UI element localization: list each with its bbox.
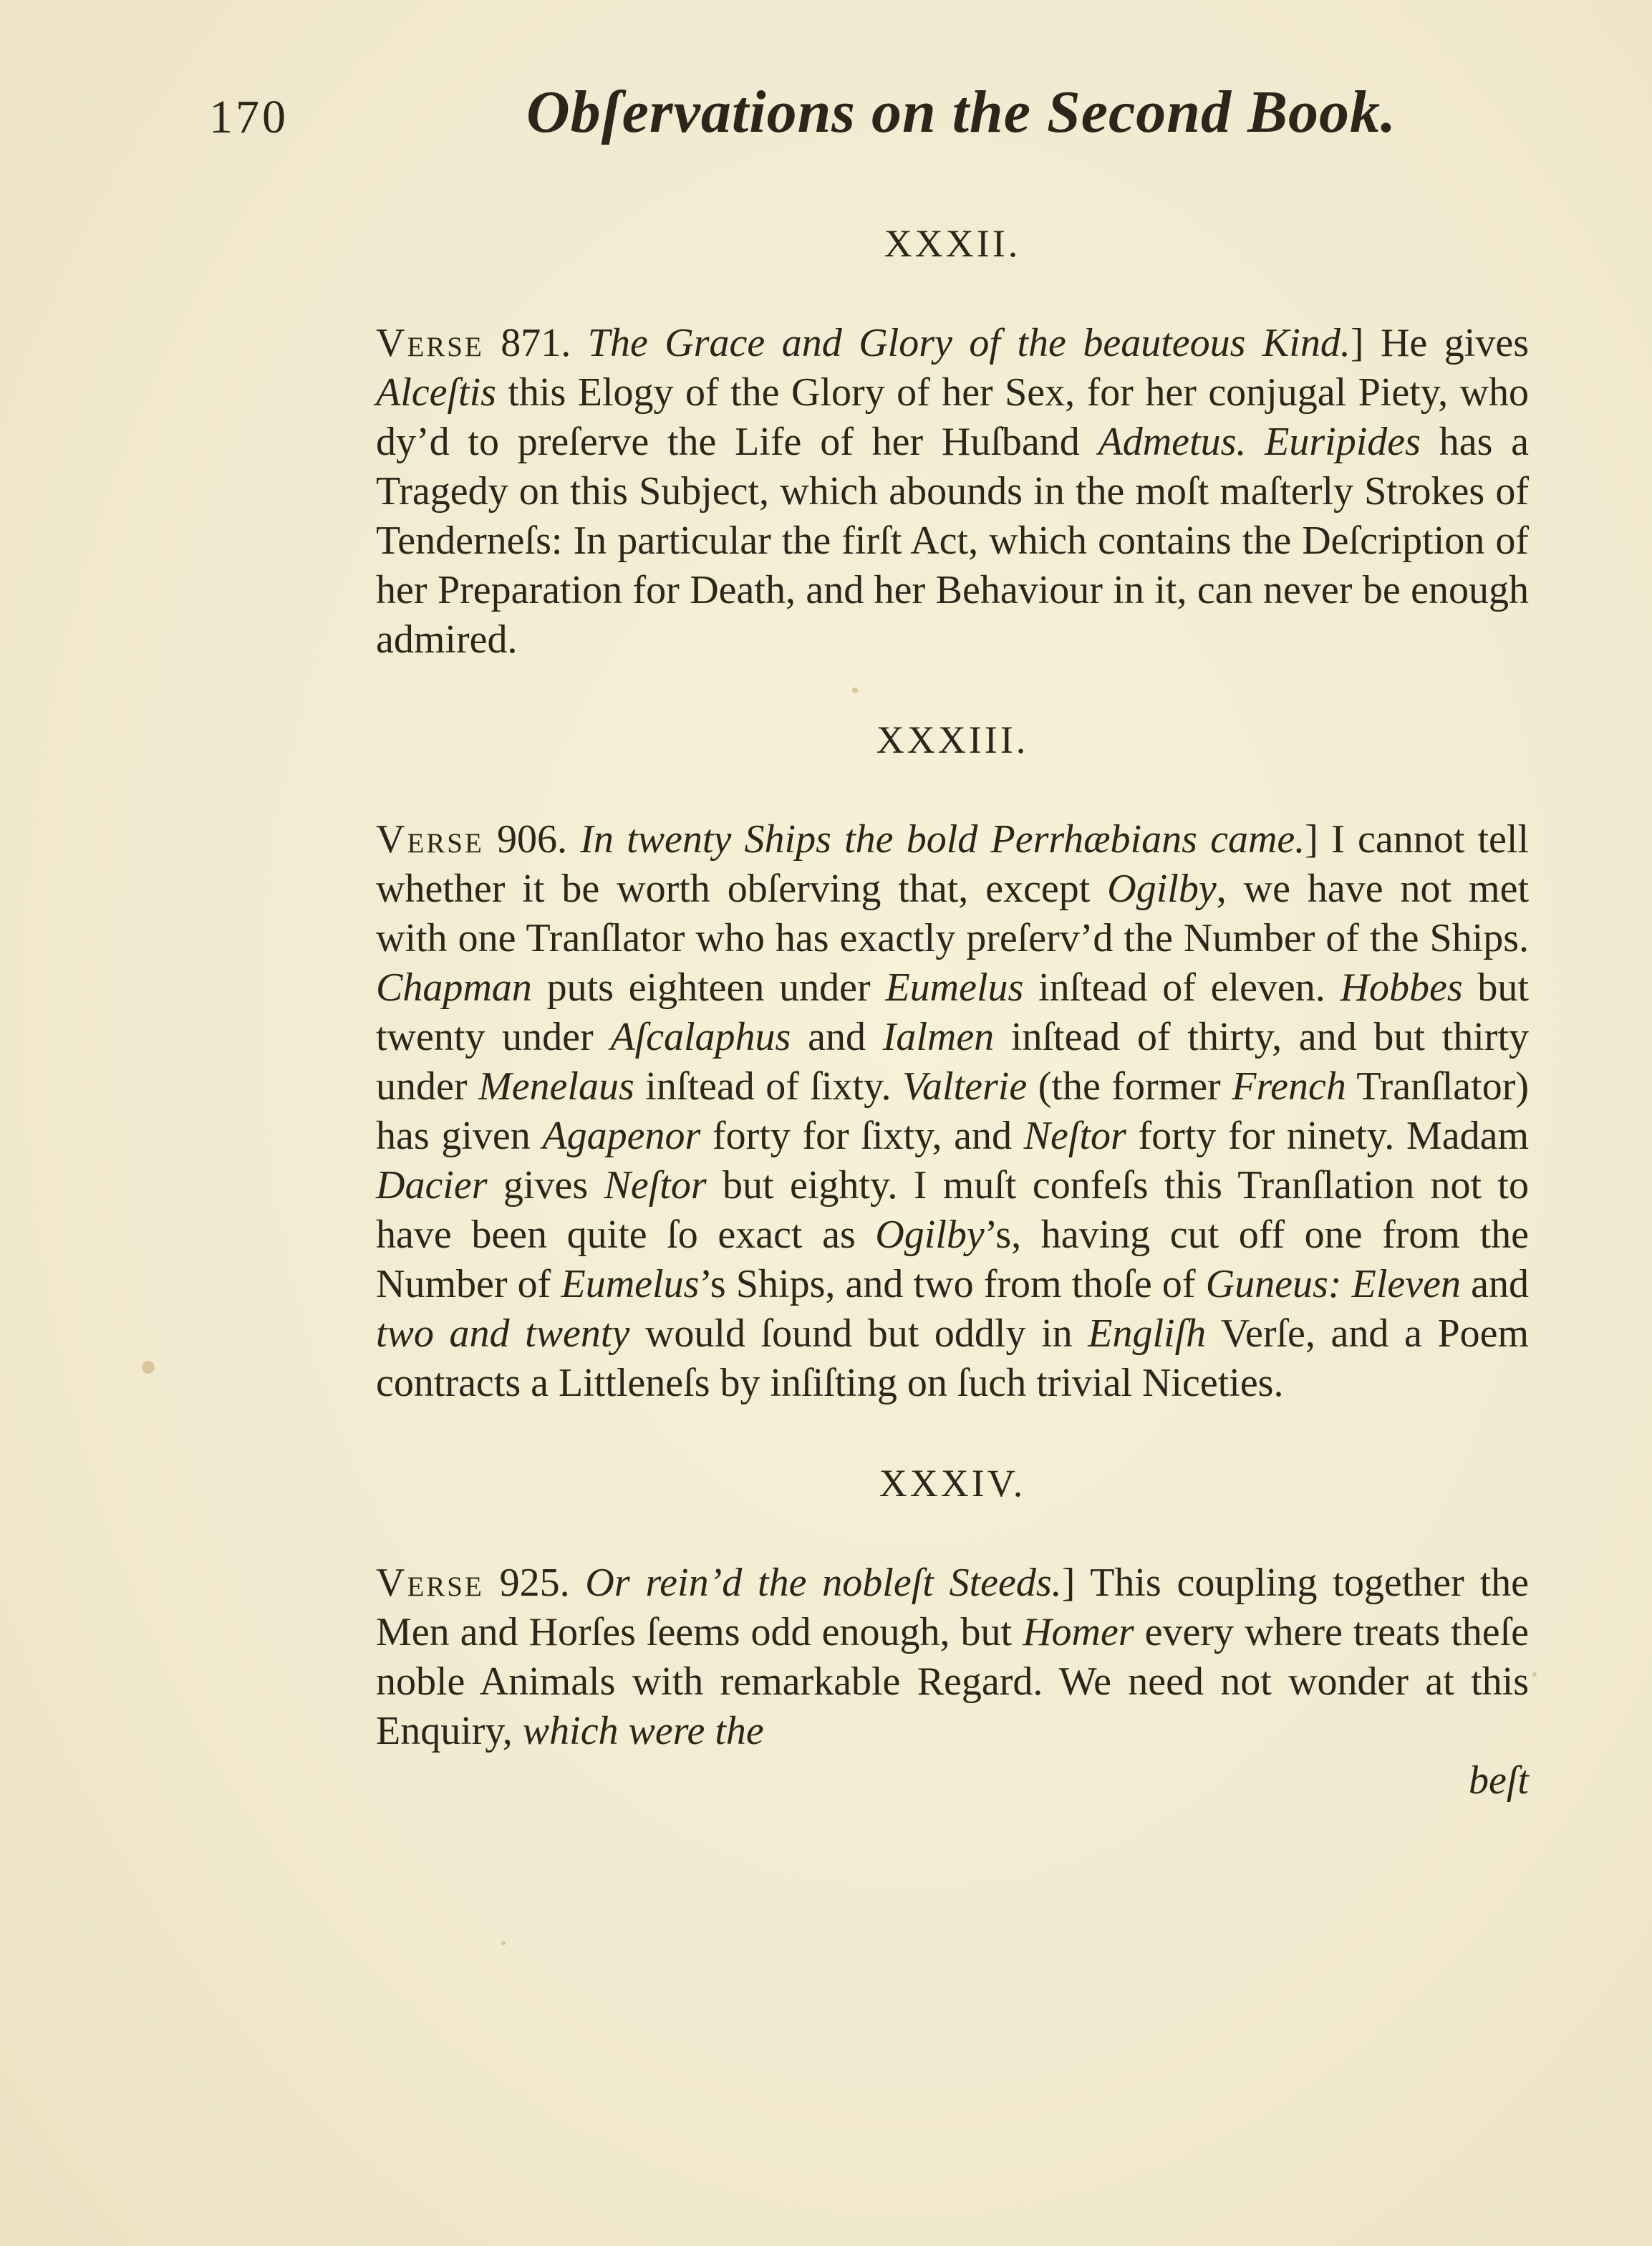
text-run: inſtead of ſixty.	[634, 1064, 903, 1109]
italic-run: Ogilby	[875, 1213, 985, 1257]
italic-run: Neſtor	[1023, 1114, 1126, 1158]
italic-run: Aſcalaphus	[610, 1015, 791, 1059]
note-paragraph: Verse 925. Or rein’d the nobleſt Steeds.] This coupling together the Men and Horſes ſeems odd enough, but Homer every where treats theſe noble Animals with remarkable Regard. We need not wonder at this Enquiry, which were the	[376, 1561, 1529, 1753]
text-block	[376, 218, 1529, 1806]
lemma: Or rein’d the nobleſt Steeds.	[585, 1561, 1062, 1605]
italic-run: Guneus: Eleven	[1205, 1262, 1461, 1306]
text-run: He gives	[1380, 321, 1529, 365]
paper-speck	[501, 1941, 506, 1945]
text-run: and	[791, 1015, 883, 1059]
section-number: XXXIV.	[879, 1462, 1026, 1505]
verse-label: Verse	[376, 817, 484, 862]
verse-number: 906.	[497, 817, 568, 862]
italic-run: Neſtor	[604, 1163, 707, 1208]
text-run	[1246, 420, 1265, 464]
italic-run: Menelaus	[478, 1064, 634, 1109]
running-title: Obſervations on the Second Book.	[526, 79, 1397, 145]
italic-run: Homer	[1023, 1610, 1134, 1654]
italic-run: Admetus.	[1098, 420, 1247, 464]
text-run: inſtead of eleven.	[1023, 965, 1341, 1010]
note-paragraph: Verse 871. The Grace and Glory of the beauteous Kind.] He gives Alceſtis this Elogy of the Glory of her Sex, for her conjugal Piety, who dy’d to preſerve the Life of her Huſband Admetus. Euripides has a Tragedy on this Subject, which abounds in the moſt maſterly Strokes of Tenderneſs: In particular the firſt Act, which contains the Deſcription of her Preparation for Death, and her Behaviour in it, can never be enough admired.	[376, 321, 1529, 662]
text-run: forty for ninety. Madam	[1126, 1114, 1530, 1158]
text-run: ’s, having cut off one from the Number of	[376, 1213, 1529, 1306]
text-run: inſtead of thirty, and but thirty under	[376, 1015, 1529, 1109]
italic-run: which were the	[522, 1709, 764, 1753]
paper-speck	[852, 688, 858, 693]
text-run: every where treats theſe noble Animals with remarkable Regard. We need not wonder at this Enquiry,	[376, 1610, 1529, 1753]
section-number: XXXII.	[884, 222, 1021, 265]
section-number: XXXIII.	[876, 718, 1029, 761]
text-run: would ſound but oddly in	[629, 1311, 1088, 1356]
text-run: ’s Ships, and two from thoſe of	[699, 1262, 1206, 1306]
paper-speck	[142, 1361, 155, 1374]
text-run: (the former	[1027, 1064, 1232, 1109]
italic-run: Agapenor	[542, 1114, 701, 1158]
italic-run: Dacier	[376, 1163, 488, 1208]
text-run: Verſe, and a Poem contracts a Littleneſs by inſiſting on ſuch trivial Niceties.	[376, 1311, 1530, 1405]
note-body	[376, 321, 1529, 662]
note-paragraph: Verse 906. In twenty Ships the bold Perrhæbians came.] I cannot tell whether it be worth obſerving that, except Ogilby, we have not met with one Tranſlator who has exactly preſerv’d the Number of the Ships. Chapman puts eighteen under Eumelus inſtead of eleven. Hobbes but twenty under Aſcalaphus and Ialmen inſtead of thirty, and but thirty under Menelaus inſtead of ſixty. Valterie (the former French Tranſlator) has given Agapenor forty for ſixty, and Neſtor forty for ninety. Madam Dacier gives Neſtor but eighty. I muſt confeſs this Tranſlation not to have been quite ſo exact as Ogilby’s, having cut off one from the Number of Eumelus’s Ships, and two from thoſe of Guneus: Eleven and two and twenty would ſound but oddly in Engliſh Verſe, and a Poem contracts a Littleneſs by inſiſting on ſuch trivial Niceties.	[376, 817, 1530, 1405]
catchword: beſt	[1469, 1758, 1529, 1803]
text-run: but eighty. I muſt confeſs this Tranſlation not to have been quite ſo exact as	[376, 1163, 1529, 1257]
paper-speck	[1532, 1672, 1537, 1677]
italic-run: Engliſh	[1088, 1311, 1207, 1356]
verse-number: 871.	[501, 321, 571, 365]
text-run: I cannot tell whether it be worth obſerving that, except	[376, 817, 1530, 911]
page-header	[0, 77, 1652, 156]
text-run: This coupling together the Men and Horſes ſeems odd enough, but	[376, 1561, 1529, 1654]
verse-label: Verse	[376, 1561, 484, 1605]
italic-run: Euripides	[1265, 420, 1421, 464]
italic-run: Eumelus	[885, 965, 1024, 1010]
text-run: this Elogy of the Glory of her Sex, for her conjugal Piety, who dy’d to preſerve the Life of her Huſband	[376, 370, 1529, 464]
italic-run: Ogilby	[1107, 867, 1217, 911]
lemma: The Grace and Glory of the beauteous Kind.	[587, 321, 1351, 365]
italic-run: Alceſtis	[376, 370, 496, 415]
text-run: gives	[487, 1163, 604, 1208]
italic-run: Hobbes	[1340, 965, 1463, 1010]
page-number: 170	[209, 91, 289, 143]
text-run: but twenty under	[376, 965, 1529, 1059]
text-run: Tranſlator) has given	[376, 1064, 1529, 1158]
verse-label: Verse	[376, 321, 484, 365]
italic-run: Ialmen	[882, 1015, 995, 1059]
italic-run: two and twenty	[376, 1311, 630, 1356]
italic-run: Chapman	[376, 965, 532, 1010]
text-run: has a Tragedy on this Subject, which abounds in the moſt maſterly Strokes of Tenderneſs: In particular the firſt Act, which contains the Deſcription of her Preparation for Death, and her Behaviour in it, can never be enough admired.	[376, 420, 1529, 662]
text-run: , we have not met with one Tranſlator who has exactly preſerv’d the Number of the Ships.	[376, 867, 1529, 960]
text-run: forty for ſixty, and	[700, 1114, 1024, 1158]
lemma: In twenty Ships the bold Perrhæbians came.	[580, 817, 1305, 862]
italic-run: Valterie	[902, 1064, 1028, 1109]
italic-run: Eumelus	[561, 1262, 700, 1306]
text-run: puts eighteen under	[531, 965, 886, 1010]
text-run: and	[1460, 1262, 1530, 1306]
italic-run: French	[1232, 1064, 1346, 1109]
note-body	[376, 817, 1529, 1405]
verse-number: 925.	[499, 1561, 570, 1605]
